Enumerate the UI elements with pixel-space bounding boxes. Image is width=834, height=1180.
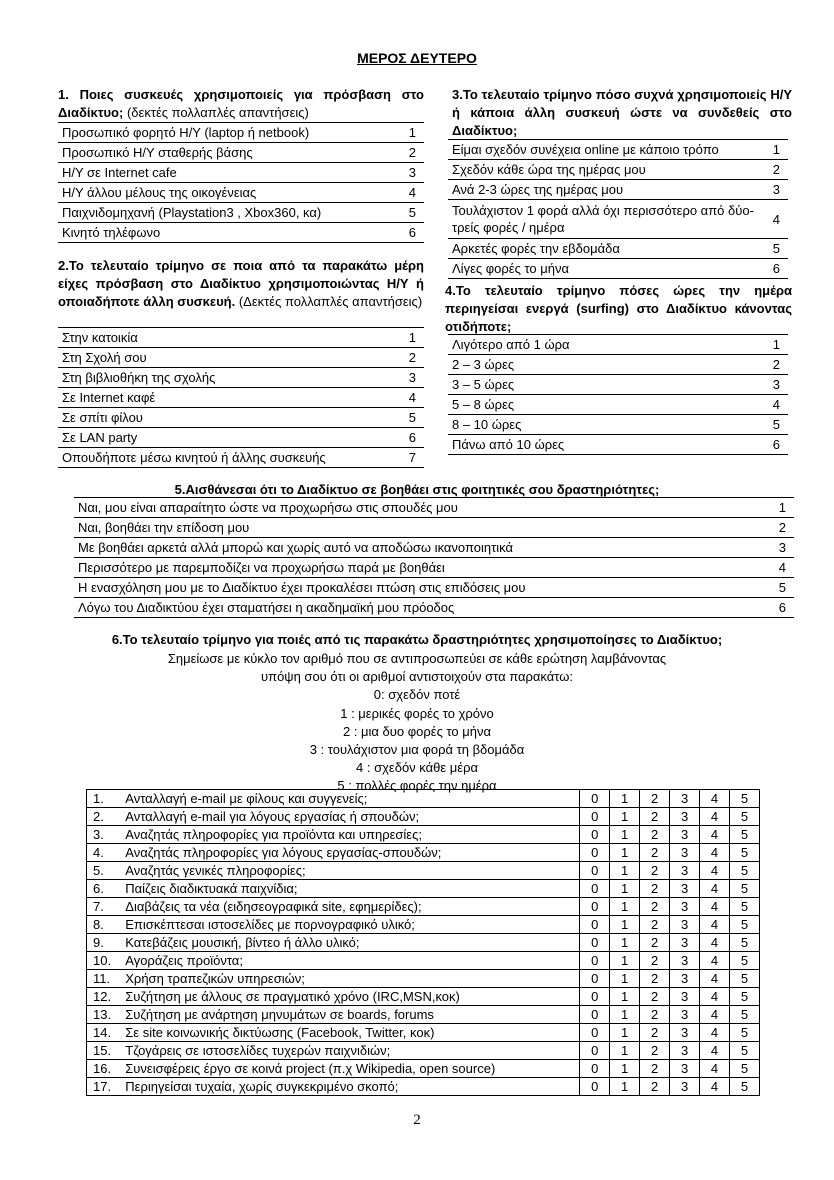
q5-option-label: Ναι, βοηθάει την επίδοση μου (78, 520, 250, 535)
scale-option-4[interactable]: 4 (700, 1024, 730, 1042)
activity-index: 7. (87, 898, 122, 916)
scale-option-1[interactable]: 1 (610, 844, 640, 862)
scale-option-1[interactable]: 1 (610, 970, 640, 988)
q1-heading (58, 86, 424, 122)
scale-option-5[interactable]: 5 (730, 1060, 760, 1078)
scale-option-5[interactable]: 5 (730, 826, 760, 844)
scale-option-0[interactable]: 0 (580, 898, 610, 916)
scale-option-5[interactable]: 5 (730, 1006, 760, 1024)
q1-option[interactable] (58, 123, 424, 143)
table-row (87, 1006, 760, 1024)
q2-option-label: Στη βιβλιοθήκη της σχολής (62, 370, 216, 385)
scale-option-1[interactable]: 1 (610, 1060, 640, 1078)
q4-option-number[interactable]: 5 (772, 417, 780, 432)
activity-index: 10. (87, 952, 122, 970)
activity-text: Παίζεις διαδικτυακά παιχνίδια; (121, 880, 579, 898)
q2-option-number[interactable]: 4 (408, 390, 416, 405)
activity-index: 13. (87, 1006, 122, 1024)
q4-option-label: 3 – 5 ώρες (452, 377, 515, 392)
scale-option-1[interactable]: 1 (610, 1006, 640, 1024)
activity-text: Περιηγείσαι τυχαία, χωρίς συγκεκριμένο σκοπό; (121, 1078, 579, 1096)
q2-note: (Δεκτές πολλαπλές απαντήσεις) (238, 294, 423, 309)
scale-option-5[interactable]: 5 (730, 790, 760, 808)
q4-option-number[interactable]: 6 (772, 437, 780, 452)
q1-option[interactable] (58, 203, 424, 223)
table-row (87, 808, 760, 826)
q3-heading-text: 3.Το τελευταίο τρίμηνο πόσο συχνά χρησιμοποιείς Η/Υ ή κάποια άλλη συσκευή ώστε να συνδεθείς στο Διαδίκτυο; (452, 87, 792, 138)
scale-option-3[interactable]: 3 (670, 916, 700, 934)
scale-option-4[interactable]: 4 (700, 808, 730, 826)
q5-option[interactable] (74, 578, 794, 598)
q4-option[interactable] (448, 415, 788, 435)
table-row (87, 898, 760, 916)
table-row (87, 826, 760, 844)
q2-option-label: Οπουδήποτε μέσω κινητού ή άλλης συσκευής (62, 450, 326, 465)
scale-option-2[interactable]: 2 (640, 862, 670, 880)
q6-instruction-line: 3 : τουλάχιστον μια φορά τη βδομάδα (309, 742, 525, 758)
scale-option-1[interactable]: 1 (610, 934, 640, 952)
q1-option[interactable] (58, 163, 424, 183)
activity-text: Διαβάζεις τα νέα (ειδησεογραφικά site, εφημερίδες); (121, 898, 579, 916)
q6-instruction-line: 1 : μερικές φορές το χρόνο (340, 705, 494, 721)
q5-option-number[interactable]: 3 (778, 540, 786, 555)
scale-option-4[interactable]: 4 (700, 916, 730, 934)
q2-option[interactable] (58, 388, 424, 408)
scale-option-4[interactable]: 4 (700, 862, 730, 880)
scale-option-1[interactable]: 1 (610, 1078, 640, 1096)
activity-text: Συνεισφέρεις έργο σε κοινά project (π.χ Wikipedia, open source) (121, 1060, 579, 1078)
q2-option-number[interactable]: 3 (408, 370, 416, 385)
table-row (87, 988, 760, 1006)
table-row (87, 790, 760, 808)
scale-option-3[interactable]: 3 (670, 1042, 700, 1060)
q1-option-label: Προσωπικό φορητό Η/Υ (laptop ή netbook) (62, 125, 310, 140)
scale-option-5[interactable]: 5 (730, 880, 760, 898)
q6-instruction-line: 2 : μια δυο φορές το μήνα (342, 723, 491, 739)
scale-option-5[interactable]: 5 (730, 988, 760, 1006)
q3-heading (452, 86, 792, 140)
page-number: 2 (413, 1112, 421, 1128)
q5-heading: 5.Αισθάνεσαι ότι το Διαδίκτυο σε βοηθάει στις φοιτητικές σου δραστηριότητες; (174, 482, 660, 497)
scale-option-2[interactable]: 2 (640, 1024, 670, 1042)
scale-option-4[interactable]: 4 (700, 1078, 730, 1096)
q4-option-number[interactable]: 3 (772, 377, 780, 392)
scale-option-1[interactable]: 1 (610, 952, 640, 970)
q3-option-number[interactable]: 2 (772, 162, 780, 177)
q3-option-label: Είμαι σχεδόν συνέχεια online με κάποιο τρόπο (452, 142, 719, 157)
q4-option-number[interactable]: 4 (772, 397, 780, 412)
scale-option-3[interactable]: 3 (670, 880, 700, 898)
scale-option-0[interactable]: 0 (580, 826, 610, 844)
q2-option-label: Στη Σχολή σου (62, 350, 147, 365)
scale-option-3[interactable]: 3 (670, 1078, 700, 1096)
scale-option-5[interactable]: 5 (730, 898, 760, 916)
scale-option-2[interactable]: 2 (640, 1006, 670, 1024)
activity-text: Αναζητάς πληροφορίες για λόγους εργασίας-σπουδών; (121, 844, 579, 862)
scale-option-4[interactable]: 4 (700, 880, 730, 898)
scale-option-1[interactable]: 1 (610, 898, 640, 916)
q1-option[interactable] (58, 143, 424, 163)
q2-option[interactable] (58, 448, 424, 468)
q2-heading (58, 257, 424, 311)
q5-option-number[interactable]: 6 (778, 600, 786, 615)
q2-option-label: Στην κατοικία (62, 330, 138, 345)
q5-option-label: Με βοηθάει αρκετά αλλά μπορώ και χωρίς αυτό να αποδώσω ικανοποιητικά (78, 540, 513, 555)
scale-option-4[interactable]: 4 (700, 1006, 730, 1024)
page-title: ΜΕΡΟΣ ΔΕΥΤΕΡΟ (357, 50, 477, 66)
q2-option-label: Σε LAN party (62, 430, 138, 445)
scale-option-0[interactable]: 0 (580, 844, 610, 862)
scale-option-3[interactable]: 3 (670, 1024, 700, 1042)
activity-index: 8. (87, 916, 122, 934)
q3-option-label: Αρκετές φορές την εβδομάδα (452, 241, 620, 256)
activity-text: Συζήτηση με ανάρτηση μηνυμάτων σε boards, forums (121, 1006, 579, 1024)
activity-index: 3. (87, 826, 122, 844)
table-row (87, 862, 760, 880)
q2-option[interactable] (58, 348, 424, 368)
scale-option-1[interactable]: 1 (610, 862, 640, 880)
activity-index: 2. (87, 808, 122, 826)
q1-option-number[interactable]: 5 (408, 205, 416, 220)
activity-text: Κατεβάζεις μουσική, βίντεο ή άλλο υλικό; (121, 934, 579, 952)
scale-option-2[interactable]: 2 (640, 970, 670, 988)
q1-option-number[interactable]: 2 (408, 145, 416, 160)
q5-option-label: Λόγω του Διαδικτύου έχει σταματήσει η ακαδημαϊκή μου πρόοδος (78, 600, 455, 615)
q2-option[interactable] (58, 328, 424, 348)
scale-option-5[interactable]: 5 (730, 1024, 760, 1042)
q1-option-number[interactable]: 1 (408, 125, 416, 140)
q5-option-label: Η ενασχόληση μου με το Διαδίκτυο έχει προκαλέσει πτώση στις επιδόσεις μου (78, 580, 526, 595)
q5-option-label: Ναι, μου είναι απαραίτητο ώστε να προχωρήσω στις σπουδές μου (78, 500, 458, 515)
scale-option-1[interactable]: 1 (610, 1024, 640, 1042)
scale-option-0[interactable]: 0 (580, 952, 610, 970)
scale-option-5[interactable]: 5 (730, 844, 760, 862)
scale-option-1[interactable]: 1 (610, 880, 640, 898)
q4-option[interactable] (448, 375, 788, 395)
table-row (87, 952, 760, 970)
scale-option-3[interactable]: 3 (670, 988, 700, 1006)
q3-options (448, 139, 788, 279)
activity-text: Τζογάρεις σε ιστοσελίδες τυχερών παιχνιδιών; (121, 1042, 579, 1060)
q3-option-label: Ανά 2-3 ώρες της ημέρας μου (452, 182, 624, 197)
q6-heading: 6.Το τελευταίο τρίμηνο για ποιές από τις παρακάτω δραστηριότητες χρησιμοποίησες το Διαδίκτυο; (111, 632, 723, 647)
q4-option-label: 8 – 10 ώρες (452, 417, 522, 432)
scale-option-2[interactable]: 2 (640, 826, 670, 844)
q4-option-label: Πάνω από 10 ώρες (452, 437, 565, 452)
activity-index: 16. (87, 1060, 122, 1078)
activity-text: Συζήτηση με άλλους σε πραγματικό χρόνο (IRC,MSN,κοκ) (121, 988, 579, 1006)
q2-option[interactable] (58, 428, 424, 448)
q1-option-number[interactable]: 3 (408, 165, 416, 180)
scale-option-4[interactable]: 4 (700, 844, 730, 862)
q1-option-label: Η/Υ άλλου μέλους της οικογένειας (62, 185, 257, 200)
scale-option-2[interactable]: 2 (640, 1042, 670, 1060)
q3-option-number[interactable]: 6 (772, 261, 780, 276)
activity-index: 12. (87, 988, 122, 1006)
q4-option-label: 2 – 3 ώρες (452, 357, 515, 372)
q3-option-number[interactable]: 3 (772, 182, 780, 197)
activity-index: 4. (87, 844, 122, 862)
scale-option-5[interactable]: 5 (730, 952, 760, 970)
scale-option-2[interactable]: 2 (640, 988, 670, 1006)
scale-option-3[interactable]: 3 (670, 898, 700, 916)
q1-heading-text: 1. Ποιες συσκευές χρησιμοποιείς για πρόσβαση στο Διαδίκτυο; (58, 87, 424, 120)
q1-option[interactable] (58, 183, 424, 203)
q4-heading-text: 4.Το τελευταίο τρίμηνο πόσες ώρες την ημέρα περιηγείσαι ενεργά (surfing) στο Διαδίκτυο κάνοντας οτιδήποτε; (445, 283, 792, 334)
scale-option-2[interactable]: 2 (640, 880, 670, 898)
scale-option-4[interactable]: 4 (700, 1060, 730, 1078)
q3-option-number[interactable]: 1 (772, 142, 780, 157)
activity-text: Ανταλλαγή e-mail με φίλους και συγγενείς; (121, 790, 579, 808)
q3-option-number[interactable]: 4 (772, 211, 780, 227)
scale-option-0[interactable]: 0 (580, 862, 610, 880)
q5-option[interactable] (74, 518, 794, 538)
q3-option-label: Λίγες φορές το μήνα (452, 261, 569, 276)
q1-option-label: Παιχνιδομηχανή (Playstation3 , Xbox360, κα) (62, 205, 322, 220)
activity-text: Σε site κοινωνικής δικτύωσης (Facebook, Twitter, κοκ) (121, 1024, 579, 1042)
q5-option-number[interactable]: 4 (778, 560, 786, 575)
q3-option[interactable] (448, 180, 788, 200)
scale-option-2[interactable]: 2 (640, 808, 670, 826)
scale-option-3[interactable]: 3 (670, 970, 700, 988)
table-row (87, 880, 760, 898)
scale-option-2[interactable]: 2 (640, 898, 670, 916)
scale-option-1[interactable]: 1 (610, 808, 640, 826)
table-row (87, 934, 760, 952)
scale-option-4[interactable]: 4 (700, 1042, 730, 1060)
scale-option-0[interactable]: 0 (580, 1024, 610, 1042)
q4-option[interactable] (448, 335, 788, 355)
activity-index: 5. (87, 862, 122, 880)
scale-option-4[interactable]: 4 (700, 952, 730, 970)
q6-instruction-line: 5 : πολλές φορές την ημέρα (337, 778, 497, 794)
q5-option[interactable] (74, 498, 794, 518)
q6-instruction-line: 0: σχεδόν ποτέ (373, 687, 461, 703)
scale-option-0[interactable]: 0 (580, 916, 610, 934)
q5-option[interactable] (74, 598, 794, 618)
q3-option[interactable] (448, 239, 788, 259)
scale-option-0[interactable]: 0 (580, 970, 610, 988)
q4-option[interactable] (448, 355, 788, 375)
q5-option[interactable] (74, 538, 794, 558)
q4-option[interactable] (448, 435, 788, 455)
scale-option-1[interactable]: 1 (610, 1042, 640, 1060)
q1-option-label: Προσωπικό Η/Υ σταθερής βάσης (62, 145, 253, 160)
activity-index: 14. (87, 1024, 122, 1042)
scale-option-4[interactable]: 4 (700, 988, 730, 1006)
scale-option-5[interactable]: 5 (730, 1042, 760, 1060)
q6-activity-table (86, 789, 760, 1096)
q2-option-number[interactable]: 1 (408, 330, 416, 345)
q1-option-label: Κινητό τηλέφωνο (62, 225, 161, 240)
activity-text: Χρήση τραπεζικών υπηρεσιών; (121, 970, 579, 988)
scale-option-0[interactable]: 0 (580, 934, 610, 952)
q5-option-label: Περισσότερο με παρεμποδίζει να προχωρήσω παρά με βοηθάει (78, 560, 445, 575)
scale-option-5[interactable]: 5 (730, 808, 760, 826)
q4-options (448, 334, 788, 455)
scale-option-0[interactable]: 0 (580, 1078, 610, 1096)
activity-index: 15. (87, 1042, 122, 1060)
scale-option-0[interactable]: 0 (580, 1060, 610, 1078)
q2-options (58, 327, 424, 468)
scale-option-3[interactable]: 3 (670, 934, 700, 952)
scale-option-1[interactable]: 1 (610, 916, 640, 934)
scale-option-0[interactable]: 0 (580, 1006, 610, 1024)
scale-option-0[interactable]: 0 (580, 1042, 610, 1060)
q6-instruction-line: υπόψη σου ότι οι αριθμοί αντιστοιχούν στα παρακάτω: (261, 669, 573, 685)
q4-option[interactable] (448, 395, 788, 415)
scale-option-5[interactable]: 5 (730, 916, 760, 934)
scale-option-3[interactable]: 3 (670, 808, 700, 826)
activity-text: Ανταλλαγή e-mail για λόγους εργασίας ή σπουδών; (121, 808, 579, 826)
scale-option-1[interactable]: 1 (610, 826, 640, 844)
q4-option-number[interactable]: 2 (772, 357, 780, 372)
q1-option-label: Η/Υ σε Internet cafe (62, 165, 177, 180)
q4-option-label: 5 – 8 ώρες (452, 397, 515, 412)
activity-text: Αναζητάς γενικές πληροφορίες; (121, 862, 579, 880)
scale-option-2[interactable]: 2 (640, 1060, 670, 1078)
q6-instruction-line: Σημείωσε με κύκλο τον αριθμό που σε αντιπροσωπεύει σε κάθε ερώτηση λαμβάνοντας (167, 651, 667, 666)
scale-option-2[interactable]: 2 (640, 952, 670, 970)
q3-option[interactable] (448, 259, 788, 279)
activity-index: 17. (87, 1078, 122, 1096)
table-row (87, 1078, 760, 1096)
q4-heading (445, 282, 792, 336)
scale-option-5[interactable]: 5 (730, 862, 760, 880)
q5-option-number[interactable]: 5 (778, 580, 786, 595)
q6-instruction-line: 4 : σχεδόν κάθε μέρα (356, 760, 478, 776)
q3-option-label: Σχεδόν κάθε ώρα της ημέρας μου (452, 162, 646, 177)
scale-option-3[interactable]: 3 (670, 844, 700, 862)
scale-option-3[interactable]: 3 (670, 1060, 700, 1078)
q1-option-number[interactable]: 6 (408, 225, 416, 240)
q1-option-number[interactable]: 4 (408, 185, 416, 200)
scale-option-3[interactable]: 3 (670, 862, 700, 880)
q2-option-number[interactable]: 5 (408, 410, 416, 425)
scale-option-0[interactable]: 0 (580, 988, 610, 1006)
table-row (87, 1060, 760, 1078)
scale-option-3[interactable]: 3 (670, 952, 700, 970)
table-row (87, 1042, 760, 1060)
activity-text: Αναζητάς πληροφορίες για προϊόντα και υπηρεσίες; (121, 826, 579, 844)
table-row (87, 1024, 760, 1042)
activity-index: 9. (87, 934, 122, 952)
scale-option-4[interactable]: 4 (700, 826, 730, 844)
scale-option-4[interactable]: 4 (700, 934, 730, 952)
scale-option-5[interactable]: 5 (730, 934, 760, 952)
q2-option-label: Σε Internet καφέ (62, 390, 156, 405)
scale-option-5[interactable]: 5 (730, 1078, 760, 1096)
scale-option-2[interactable]: 2 (640, 934, 670, 952)
q2-option[interactable] (58, 368, 424, 388)
q5-option[interactable] (74, 558, 794, 578)
scale-option-0[interactable]: 0 (580, 808, 610, 826)
q2-option-number[interactable]: 6 (408, 430, 416, 445)
q1-note: (δεκτές πολλαπλές απαντήσεις) (126, 105, 309, 120)
activity-index: 1. (87, 790, 122, 808)
q5-options (74, 497, 794, 618)
activity-text: Αγοράζεις προϊόντα; (121, 952, 579, 970)
table-row (87, 970, 760, 988)
scale-option-4[interactable]: 4 (700, 970, 730, 988)
scale-option-2[interactable]: 2 (640, 844, 670, 862)
q1-options (58, 122, 424, 243)
scale-option-3[interactable]: 3 (670, 790, 700, 808)
scale-option-4[interactable]: 4 (700, 790, 730, 808)
q5-option-number[interactable]: 1 (778, 500, 786, 515)
q3-option-label: Τουλάχιστον 1 φορά αλλά όχι περισσότερο από δύο-τρείς φορές / ημέρα (452, 203, 754, 235)
scale-option-1[interactable]: 1 (610, 988, 640, 1006)
scale-option-5[interactable]: 5 (730, 970, 760, 988)
activity-index: 6. (87, 880, 122, 898)
q3-option[interactable] (448, 200, 788, 239)
scale-option-2[interactable]: 2 (640, 916, 670, 934)
q4-option-number[interactable]: 1 (772, 337, 780, 352)
table-row (87, 916, 760, 934)
q2-option-number[interactable]: 2 (408, 350, 416, 365)
scale-option-3[interactable]: 3 (670, 826, 700, 844)
q1-option[interactable] (58, 223, 424, 243)
q5-option-number[interactable]: 2 (778, 520, 786, 535)
scale-option-0[interactable]: 0 (580, 790, 610, 808)
scale-option-0[interactable]: 0 (580, 880, 610, 898)
q2-option-label: Σε σπίτι φίλου (62, 410, 143, 425)
scale-option-2[interactable]: 2 (640, 1078, 670, 1096)
q3-option[interactable] (448, 140, 788, 160)
activity-index: 11. (87, 970, 122, 988)
activity-text: Επισκέπτεσαι ιστοσελίδες με πορνογραφικό υλικό; (121, 916, 579, 934)
q2-option-number[interactable]: 7 (408, 450, 416, 465)
q2-option[interactable] (58, 408, 424, 428)
scale-option-2[interactable]: 2 (640, 790, 670, 808)
scale-option-1[interactable]: 1 (610, 790, 640, 808)
q3-option[interactable] (448, 160, 788, 180)
table-row (87, 844, 760, 862)
q6-instructions (0, 650, 834, 796)
q4-option-label: Λιγότερο από 1 ώρα (452, 337, 570, 352)
q3-option-number[interactable]: 5 (772, 241, 780, 256)
scale-option-3[interactable]: 3 (670, 1006, 700, 1024)
q2-heading-text: 2.Το τελευταίο τρίμηνο σε ποια από τα παρακάτω μέρη είχες πρόσβαση στο Διαδίκτυο χρησιμοποιώντας Η/Υ ή οποιαδήποτε άλλη συσκευή. (58, 258, 424, 309)
scale-option-4[interactable]: 4 (700, 898, 730, 916)
